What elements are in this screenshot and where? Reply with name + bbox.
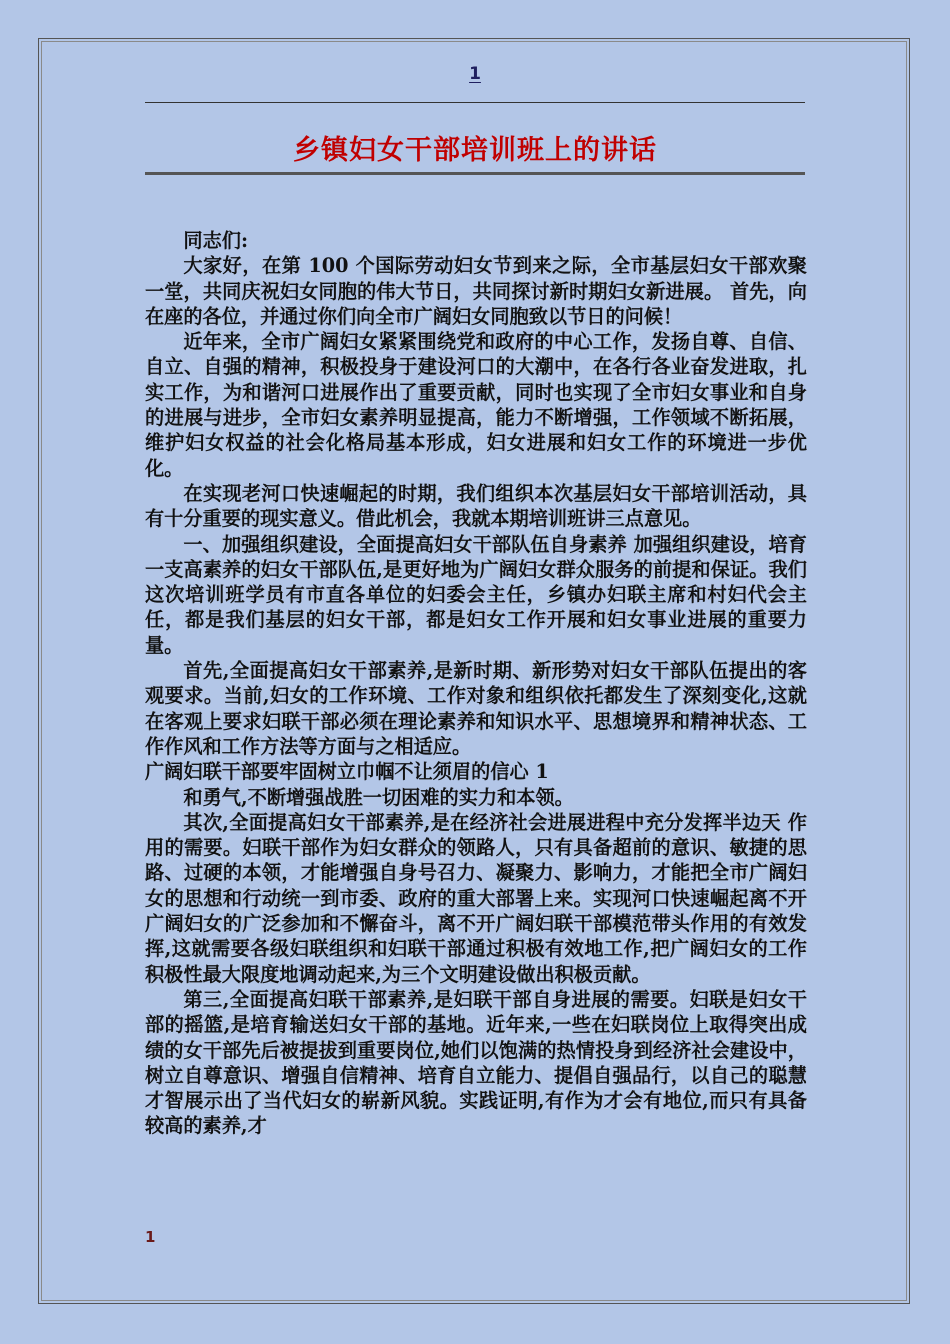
footer-page-number: 1 [145,1228,156,1246]
paragraph: 广阔妇联干部要牢固树立巾帼不让须眉的信心 1 [145,760,549,784]
paragraph-salutation: 同志们: [183,229,249,252]
header-page-number: 1 [469,64,481,84]
paragraph: 第三,全面提高妇联干部素养,是妇联干部自身进展的需要。妇联是妇女干部的摇篮,是培育输送妇女干部的基地。近年来,一些在妇联岗位上取得突出成绩的女干部先后被提拔到重要岗位,她们以饱满的热情投身到经济社会建设中，树立自尊意识、增强自信精神、培育自立能力、提倡自强品行，以自己的聪慧才智展示出了当代妇女的崭新风貌。实践证明,有作为才会有地位,而只有具备较高的素养,才 [145,987,807,1138]
paragraph: 大家好，在第 100 个国际劳动妇女节到来之际，全市基层妇女干部欢聚一堂，共同庆祝妇女同胞的伟大节日，共同探讨新时期妇女新进展。 首先，向在座的各位，并通过你们向全市广阔妇女同胞致以节日的问候！ [145,254,807,328]
paragraph-section-heading: 一、加强组织建设，全面提高妇女干部队伍自身素养 加强组织建设，培育一支高素养的妇女干部队伍,是更好地为广阔妇女群众服务的前提和保证。我们这次培训班学员有市直各单位的妇委会主任，乡镇办妇联主席和村妇代会主任，都是我们基层的妇女干部，都是妇女工作开展和妇女事业进展的重要力量。 [145,532,807,657]
title-rule [145,172,805,175]
paragraph: 近年来，全市广阔妇女紧紧围绕党和政府的中心工作，发扬自尊、自信、自立、自强的精神，积极投身于建设河口的大潮中，在各行各业奋发进取，扎实工作，为和谐河口进展作出了重要贡献，同时也实现了全市妇女事业和自身的进展与进步，全市妇女素养明显提高，能力不断增强，工作领域不断拓展，维护妇女权益的社会化格局基本形成，妇女进展和妇女工作的环境进一步优化。 [145,330,807,480]
document-title: 乡镇妇女干部培训班上的讲话 [293,135,657,166]
paragraph: 在实现老河口快速崛起的时期，我们组织本次基层妇女干部培训活动，具有十分重要的现实意义。借此机会，我就本期培训班讲三点意见。 [145,481,807,531]
paragraph: 和勇气,不断增强战胜一切困难的实力和本领。 [183,785,574,809]
paragraph: 其次,全面提高妇女干部素养,是在经济社会进展进程中充分发挥半边天 作用的需要。妇联干部作为妇女群众的领路人，只有具备超前的意识、敏捷的思路、过硬的本领，才能增强自身号召力、凝聚力、影响力，才能把全市广阔妇女的思想和行动统一到市委、政府的重大部署上来。实现河口快速崛起离不开广阔妇女的广泛参加和不懈奋斗，离不开广阔妇联干部模范带头作用的有效发挥,这就需要各级妇联组织和妇联干部通过积极有效地工作,把广阔妇女的工作积极性最大限度地调动起来,为三个文明建设做出积极贡献。 [145,810,807,986]
document-body [145,228,807,1139]
paragraph: 首先,全面提高妇女干部素养,是新时期、新形势对妇女干部队伍提出的客观要求。当前,妇女的工作环境、工作对象和组织依托都发生了深刻变化,这就在客观上要求妇联干部必须在理论素养和知识水平、思想境界和精神状态、工作作风和工作方法等方面与之相适应。 [145,659,807,758]
header-rule [145,102,805,103]
